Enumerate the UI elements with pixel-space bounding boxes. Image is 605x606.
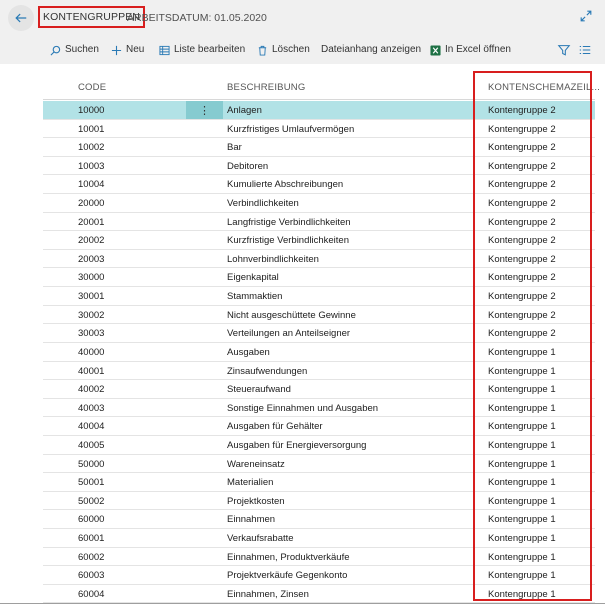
- cell-code: 20002: [78, 235, 105, 247]
- search-icon: [50, 45, 61, 56]
- cell-schema: Kontengruppe 1: [488, 402, 556, 414]
- table-row[interactable]: [43, 473, 595, 492]
- edit-list-button[interactable]: [159, 43, 245, 57]
- cell-description: Sonstige Einnahmen und Ausgaben: [227, 402, 379, 414]
- back-button[interactable]: [8, 5, 34, 31]
- table-row[interactable]: [43, 417, 595, 436]
- table-row[interactable]: [43, 585, 595, 604]
- cell-code: 20003: [78, 253, 105, 265]
- cell-schema: Kontengruppe 1: [488, 439, 556, 451]
- plus-icon: [111, 45, 122, 56]
- list-view-icon[interactable]: [578, 43, 592, 57]
- table-row[interactable]: [43, 380, 595, 399]
- table-row[interactable]: [43, 213, 595, 232]
- table-row[interactable]: [43, 120, 595, 139]
- table-row[interactable]: [43, 529, 595, 548]
- search-label: Suchen: [65, 44, 99, 55]
- cell-code: 10004: [78, 179, 105, 191]
- cell-description: Langfristige Verbindlichkeiten: [227, 216, 351, 228]
- delete-label: Löschen: [272, 44, 310, 55]
- cell-schema: Kontengruppe 2: [488, 179, 556, 191]
- cell-schema: Kontengruppe 2: [488, 272, 556, 284]
- cell-code: 30001: [78, 291, 105, 303]
- cell-schema: Kontengruppe 2: [488, 198, 556, 210]
- cell-description: Steueraufwand: [227, 384, 291, 396]
- cell-code: 50002: [78, 495, 105, 507]
- open-in-excel-button[interactable]: [430, 43, 511, 57]
- table-row[interactable]: [43, 362, 595, 381]
- expand-icon[interactable]: [579, 9, 593, 23]
- cell-code: 60004: [78, 588, 105, 600]
- cell-description: Projektverkäufe Gegenkonto: [227, 570, 348, 582]
- cell-code: 20001: [78, 216, 105, 228]
- edit-list-icon: [159, 45, 170, 56]
- cell-code: 30002: [78, 309, 105, 321]
- column-header-schema[interactable]: KONTENSCHEMAZEIL...: [488, 82, 601, 93]
- cell-description: Anlagen: [227, 105, 262, 116]
- cell-schema: Kontengruppe 2: [488, 235, 556, 247]
- cell-code: 10000: [78, 105, 105, 116]
- cell-code: 10002: [78, 142, 105, 154]
- cell-description: Nicht ausgeschüttete Gewinne: [227, 309, 356, 321]
- trash-icon: [257, 45, 268, 56]
- cell-code: 10001: [78, 123, 105, 135]
- cell-description: Bar: [227, 142, 242, 154]
- cell-schema: Kontengruppe 1: [488, 477, 556, 489]
- cell-description: Ausgaben für Gehälter: [227, 421, 323, 433]
- cell-schema: Kontengruppe 1: [488, 421, 556, 433]
- cell-schema: Kontengruppe 1: [488, 458, 556, 470]
- cell-description: Einnahmen, Produktverkäufe: [227, 551, 350, 563]
- cell-description: Kurzfristige Verbindlichkeiten: [227, 235, 349, 247]
- table-row[interactable]: [43, 343, 595, 362]
- cell-code: 50001: [78, 477, 105, 489]
- table-header: [43, 72, 601, 100]
- cell-description: Kumulierte Abschreibungen: [227, 179, 344, 191]
- cell-code: 30003: [78, 328, 105, 340]
- table-row[interactable]: [43, 138, 595, 157]
- cell-code: 40003: [78, 402, 105, 414]
- page-title: KONTENGRUPPEN: [38, 6, 145, 28]
- cell-schema: Kontengruppe 2: [488, 328, 556, 340]
- table-row[interactable]: [43, 306, 595, 325]
- cell-code: 40004: [78, 421, 105, 433]
- cell-code: 40000: [78, 346, 105, 358]
- row-actions-menu-icon[interactable]: ⋮: [186, 101, 223, 119]
- cell-description: Materialien: [227, 477, 274, 489]
- table-row[interactable]: [43, 268, 595, 287]
- delete-button[interactable]: [257, 43, 310, 57]
- cell-description: Ausgaben für Energieversorgung: [227, 439, 367, 451]
- cell-schema: Kontengruppe 1: [488, 514, 556, 526]
- excel-icon: [430, 45, 441, 56]
- search-button[interactable]: [50, 43, 99, 57]
- cell-description: Wareneinsatz: [227, 458, 285, 470]
- cell-schema: Kontengruppe 2: [488, 123, 556, 135]
- cell-description: Lohnverbindlichkeiten: [227, 253, 319, 265]
- new-button[interactable]: [111, 43, 144, 57]
- cell-code: 60002: [78, 551, 105, 563]
- table-row[interactable]: [43, 287, 595, 306]
- column-header-description[interactable]: BESCHREIBUNG: [227, 82, 306, 93]
- column-header-code[interactable]: CODE: [78, 82, 107, 93]
- cell-schema: Kontengruppe 1: [488, 533, 556, 545]
- cell-code: 10003: [78, 160, 105, 172]
- table-row[interactable]: [43, 455, 595, 474]
- table-row[interactable]: [43, 194, 595, 213]
- cell-code: 50000: [78, 458, 105, 470]
- cell-code: 60000: [78, 514, 105, 526]
- table-row[interactable]: [43, 492, 595, 511]
- table-row[interactable]: [43, 399, 595, 418]
- work-date: ARBEITSDATUM: 01.05.2020: [127, 12, 267, 24]
- cell-description: Debitoren: [227, 160, 269, 172]
- table-row[interactable]: [43, 250, 595, 269]
- cell-code: 60001: [78, 533, 105, 545]
- table-row[interactable]: [43, 324, 595, 343]
- cell-schema: Kontengruppe 2: [488, 309, 556, 321]
- action-bar: [0, 36, 605, 64]
- cell-schema: Kontengruppe 2: [488, 142, 556, 154]
- arrow-left-icon: [14, 11, 28, 25]
- cell-description: Verteilungen an Anteilseigner: [227, 328, 351, 340]
- cell-description: Zinsaufwendungen: [227, 365, 308, 377]
- cell-code: 40001: [78, 365, 105, 377]
- cell-code: 20000: [78, 198, 105, 210]
- cell-description: Verbindlichkeiten: [227, 198, 299, 210]
- cell-schema: Kontengruppe 1: [488, 365, 556, 377]
- table-row[interactable]: [43, 101, 595, 120]
- cell-description: Ausgaben: [227, 346, 270, 358]
- table-row[interactable]: [43, 566, 595, 585]
- table-row[interactable]: [43, 157, 595, 176]
- cell-code: 30000: [78, 272, 105, 284]
- cell-description: Eigenkapital: [227, 272, 279, 284]
- cell-code: 40005: [78, 439, 105, 451]
- cell-description: Projektkosten: [227, 495, 285, 507]
- table-row[interactable]: [43, 510, 595, 529]
- table-row[interactable]: [43, 175, 595, 194]
- cell-description: Kurzfristiges Umlaufvermögen: [227, 123, 355, 135]
- cell-schema: Kontengruppe 1: [488, 588, 556, 600]
- filter-icon[interactable]: [557, 43, 571, 57]
- bottom-divider: [0, 603, 605, 604]
- show-attachment-button[interactable]: [321, 43, 421, 57]
- edit-list-label: Liste bearbeiten: [174, 44, 246, 55]
- table-row[interactable]: [43, 548, 595, 567]
- page-header: [0, 0, 605, 36]
- table-row[interactable]: [43, 231, 595, 250]
- cell-schema: Kontengruppe 1: [488, 346, 556, 358]
- new-label: Neu: [126, 44, 145, 55]
- cell-schema: Kontengruppe 1: [488, 495, 556, 507]
- attachment-label: Dateianhang anzeigen: [321, 44, 422, 55]
- cell-schema: Kontengruppe 2: [488, 160, 556, 172]
- cell-schema: Kontengruppe 1: [488, 551, 556, 563]
- cell-schema: Kontengruppe 1: [488, 570, 556, 582]
- table-body: [43, 101, 595, 603]
- cell-schema: Kontengruppe 2: [488, 291, 556, 303]
- table-row[interactable]: [43, 436, 595, 455]
- cell-description: Einnahmen, Zinsen: [227, 588, 309, 600]
- cell-code: 40002: [78, 384, 105, 396]
- cell-description: Verkaufsrabatte: [227, 533, 294, 545]
- cell-schema: Kontengruppe 2: [488, 105, 556, 116]
- cell-schema: Kontengruppe 2: [488, 216, 556, 228]
- cell-description: Stammaktien: [227, 291, 283, 303]
- cell-schema: Kontengruppe 1: [488, 384, 556, 396]
- cell-schema: Kontengruppe 2: [488, 253, 556, 265]
- cell-code: 60003: [78, 570, 105, 582]
- excel-label: In Excel öffnen: [445, 44, 511, 55]
- cell-description: Einnahmen: [227, 514, 276, 526]
